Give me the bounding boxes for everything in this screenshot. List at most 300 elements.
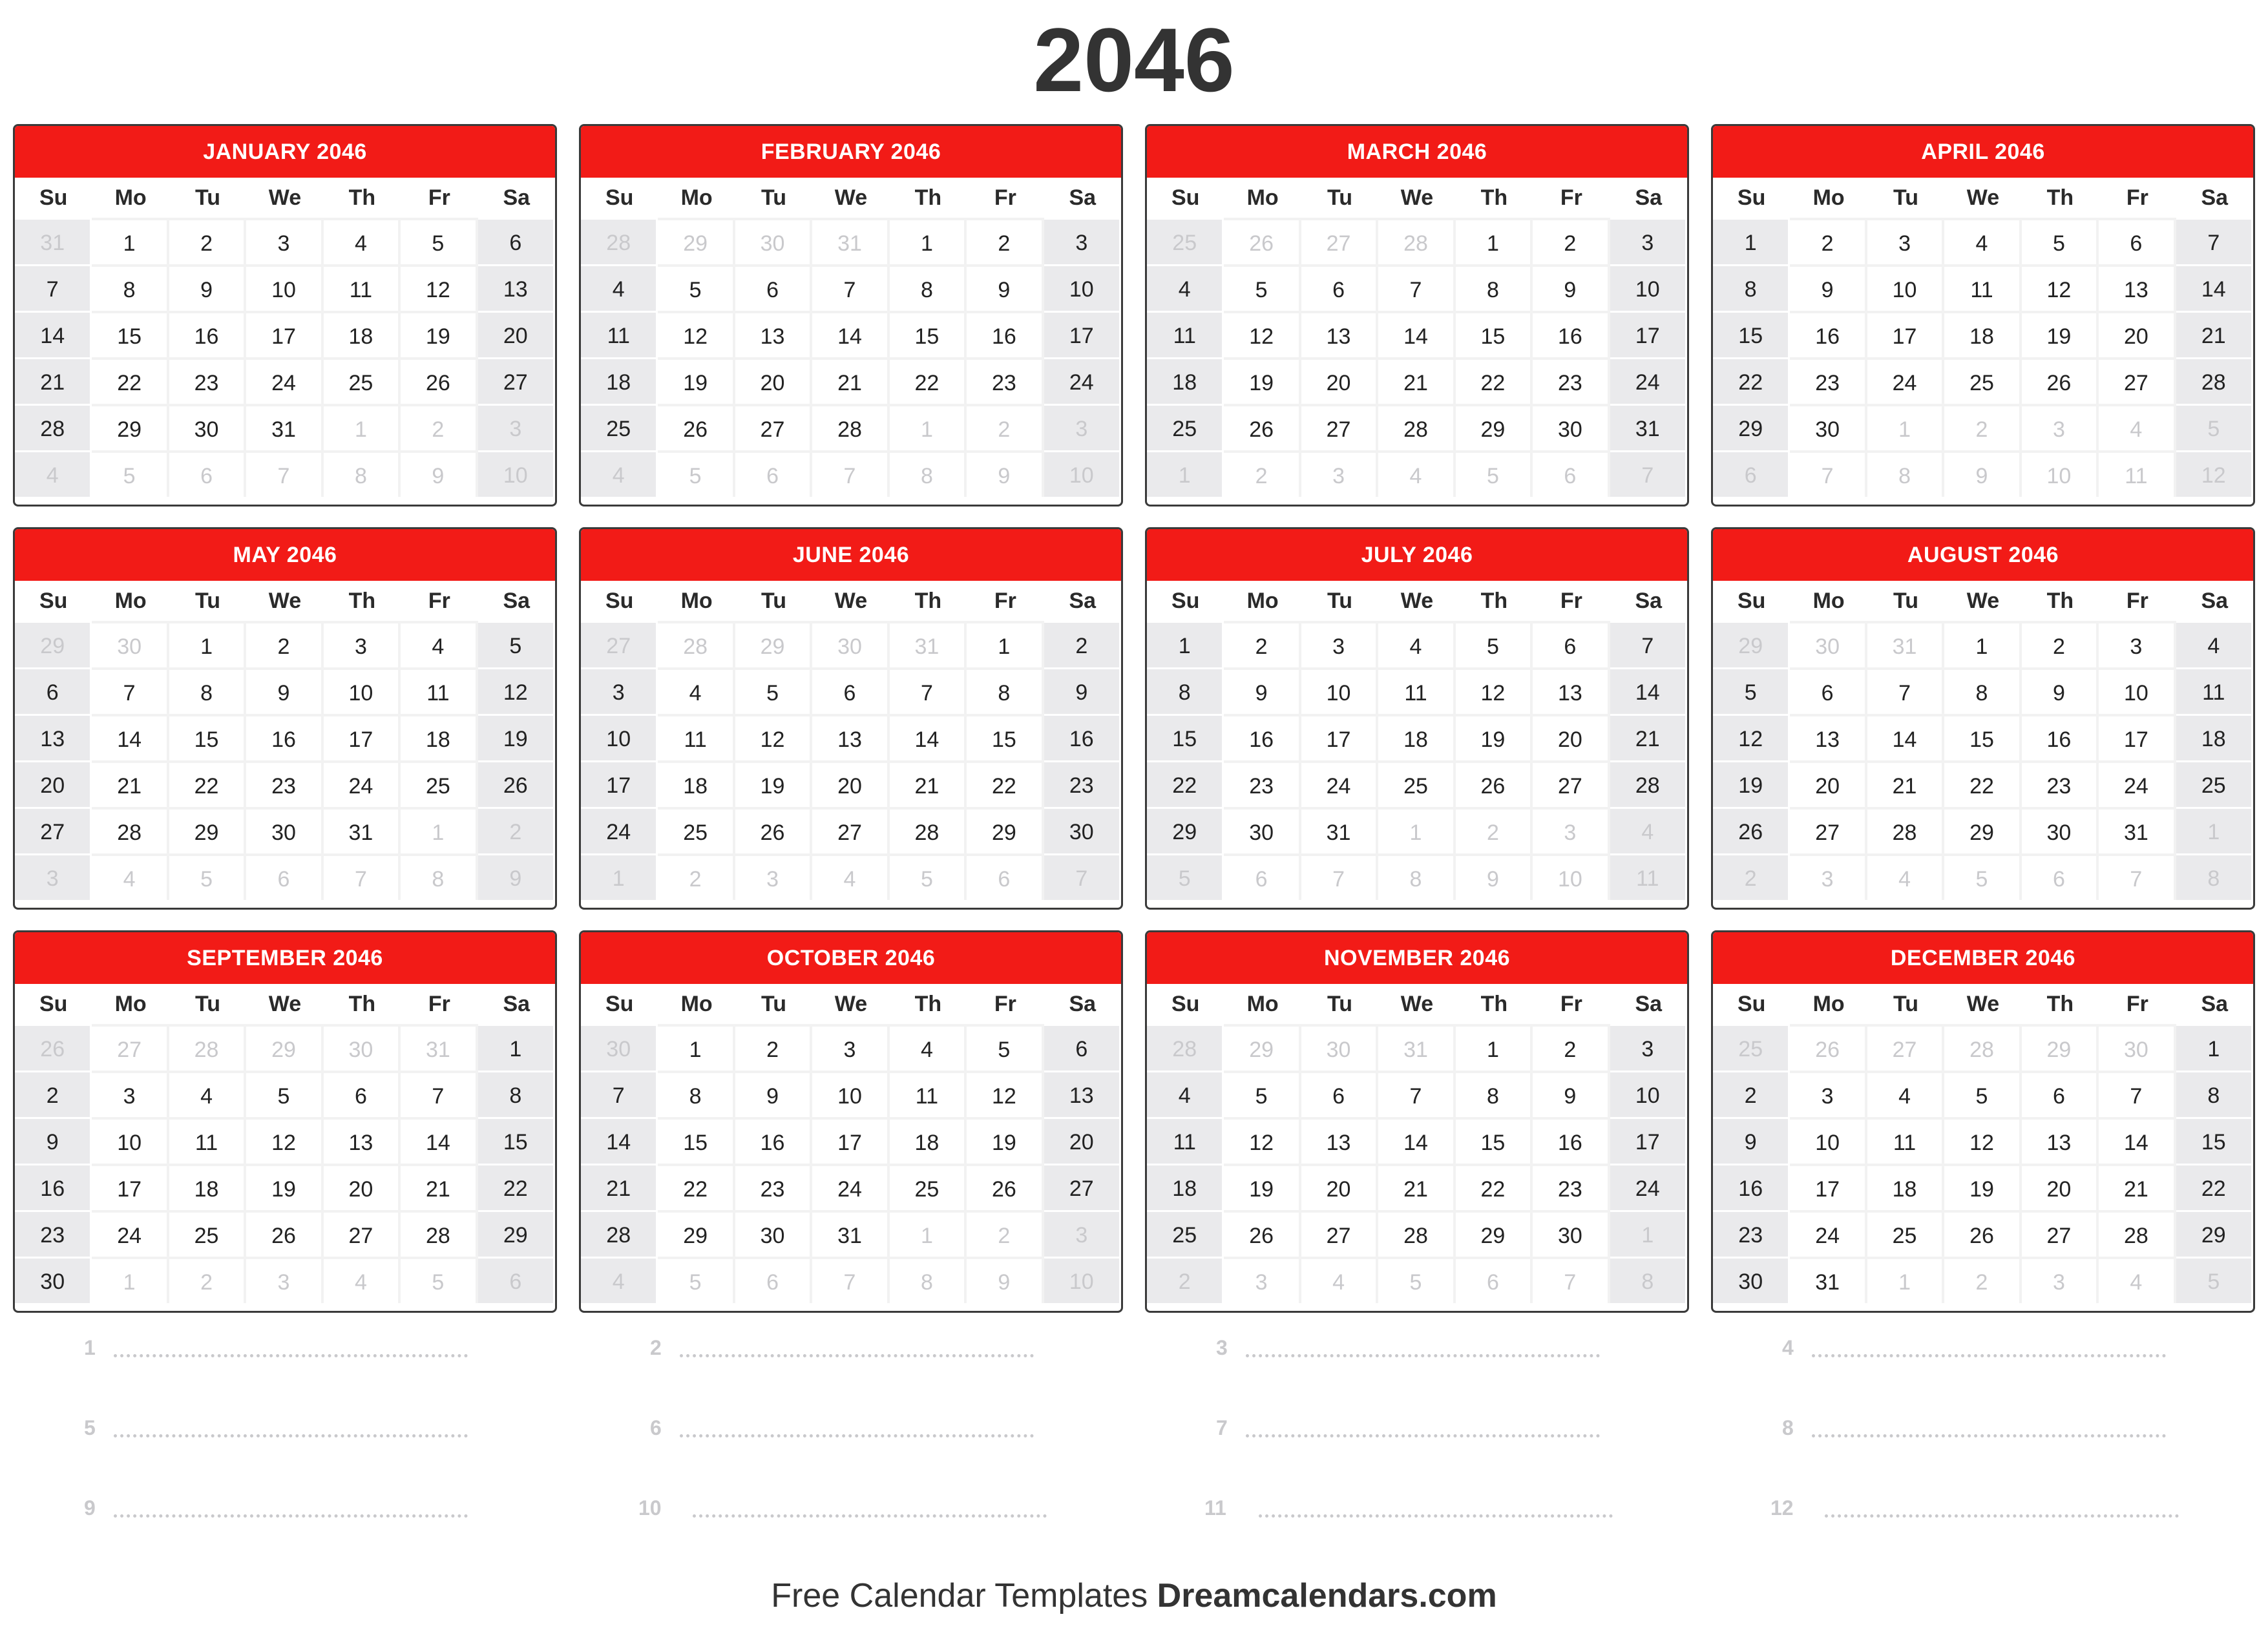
month-calendar [13,124,557,507]
day-cell: 4 [169,1071,246,1117]
day-cell: 4 [2176,621,2253,667]
weekday-label: We [268,589,302,613]
weekday-label: Tu [195,589,221,613]
day-cell-adjacent-month: 11 [2099,450,2176,497]
day-cell: 14 [2099,1117,2176,1164]
day-cell: 8 [1147,667,1224,714]
day-cell: 4 [1378,621,1455,667]
day-cell: 3 [1301,621,1378,667]
day-cell: 20 [2099,311,2176,357]
day-cell: 28 [581,1210,658,1257]
day-cell: 4 [324,218,401,264]
note-number: 11 [1204,1496,1226,1520]
dotted-writing-line[interactable] [1246,1434,1600,1437]
day-cell: 18 [1944,311,2021,357]
day-cell: 29 [92,404,169,450]
day-cell-adjacent-month: 6 [2022,853,2099,900]
weekday-header-row [581,178,1121,218]
day-cell-adjacent-month: 10 [1044,1257,1121,1303]
day-cell: 10 [2099,667,2176,714]
day-cell-adjacent-month: 3 [1301,450,1378,497]
day-cell: 12 [401,264,478,311]
day-cell: 29 [1456,404,1533,450]
day-cell: 20 [1790,760,1867,807]
weekday-label: Sa [1069,992,1097,1016]
day-cell: 21 [92,760,169,807]
day-cell: 3 [1610,1024,1687,1071]
dotted-writing-line[interactable] [1259,1514,1613,1518]
weekday-label: Mo [114,992,147,1016]
day-cell: 12 [967,1071,1044,1117]
day-cell: 16 [1224,714,1301,760]
day-cell-adjacent-month: 7 [246,450,323,497]
month-header: NOVEMBER 2046 [1147,932,1687,984]
day-cell: 12 [735,714,812,760]
day-cell: 27 [1301,1210,1378,1257]
day-cell-adjacent-month: 1 [1610,1210,1687,1257]
day-cell: 24 [1044,357,1121,404]
day-cell-adjacent-month: 30 [581,1024,658,1071]
day-cell: 13 [735,311,812,357]
day-cell: 26 [401,357,478,404]
day-cell: 7 [92,667,169,714]
day-cell: 11 [1867,1117,1944,1164]
day-cell: 4 [1944,218,2021,264]
day-cell: 15 [169,714,246,760]
day-cell-adjacent-month: 8 [2176,853,2253,900]
day-cell: 6 [1044,1024,1121,1071]
day-cell-adjacent-month: 6 [1456,1257,1533,1303]
day-cell: 29 [2176,1210,2253,1257]
day-cell: 25 [324,357,401,404]
weekday-label: Fr [428,992,450,1016]
day-cell: 14 [2176,264,2253,311]
day-cell-adjacent-month: 7 [1610,450,1687,497]
day-cell: 24 [1790,1210,1867,1257]
month-calendar [1711,124,2255,507]
weekday-label: Th [348,185,376,210]
day-cell: 5 [735,667,812,714]
day-cell: 19 [735,760,812,807]
day-cell: 24 [2099,760,2176,807]
day-cell-adjacent-month: 3 [1224,1257,1301,1303]
day-cell: 17 [1867,311,1944,357]
day-cell-adjacent-month: 30 [1790,621,1867,667]
day-cell: 19 [1713,760,1790,807]
day-cell-adjacent-month: 7 [324,853,401,900]
month-calendar [1145,527,1689,910]
day-cell-adjacent-month: 10 [1044,450,1121,497]
day-cell: 21 [1378,357,1455,404]
day-cell: 28 [2176,357,2253,404]
day-cell: 29 [478,1210,555,1257]
day-cell-adjacent-month: 7 [2099,853,2176,900]
day-cell: 5 [478,621,555,667]
weekday-label: We [834,185,868,210]
day-cell: 9 [15,1117,92,1164]
day-cell: 23 [169,357,246,404]
day-cell: 31 [1301,807,1378,853]
day-cell: 7 [15,264,92,311]
note-line-item [1145,1398,1689,1478]
day-cell: 17 [812,1117,889,1164]
month-calendar [579,124,1123,507]
day-cell: 20 [2022,1164,2099,1210]
weekday-label: Mo [1246,185,1279,210]
day-cell: 26 [2022,357,2099,404]
day-cell: 18 [1147,1164,1224,1210]
day-cell-adjacent-month: 8 [324,450,401,497]
day-cell: 31 [246,404,323,450]
weekday-label: Sa [503,992,530,1016]
day-cell: 25 [169,1210,246,1257]
weekday-label: Th [914,185,942,210]
day-cell-adjacent-month: 8 [1867,450,1944,497]
day-cell: 19 [1944,1164,2021,1210]
day-cell: 10 [92,1117,169,1164]
weekday-label: Th [1480,589,1508,613]
day-cell: 9 [967,264,1044,311]
day-cell: 27 [478,357,555,404]
day-cell-adjacent-month: 2 [401,404,478,450]
day-cell: 21 [581,1164,658,1210]
day-cell: 6 [1790,667,1867,714]
day-cell: 12 [246,1117,323,1164]
day-cell: 23 [1044,760,1121,807]
day-cell-adjacent-month: 27 [92,1024,169,1071]
day-cell-adjacent-month: 6 [1713,450,1790,497]
day-cell: 30 [1713,1257,1790,1303]
day-cell-adjacent-month: 1 [324,404,401,450]
day-cell: 23 [246,760,323,807]
weekday-label: Sa [1635,992,1663,1016]
day-cell: 14 [890,714,967,760]
day-cell: 6 [1533,621,1610,667]
day-cell: 15 [658,1117,735,1164]
day-cell-adjacent-month: 9 [1456,853,1533,900]
day-cell: 10 [246,264,323,311]
day-cell: 15 [1456,1117,1533,1164]
day-cell: 2 [1533,218,1610,264]
dotted-writing-line[interactable] [114,1354,468,1357]
day-cell: 27 [324,1210,401,1257]
day-cell-adjacent-month: 25 [1147,218,1224,264]
weekday-label: We [834,992,868,1016]
footer-prefix: Free Calendar Templates [771,1577,1157,1614]
day-cell: 22 [169,760,246,807]
day-cell-adjacent-month: 5 [1378,1257,1455,1303]
weekday-label: We [268,992,302,1016]
day-cell-adjacent-month: 2 [967,1210,1044,1257]
day-cell-adjacent-month: 1 [1378,807,1455,853]
day-cell: 4 [658,667,735,714]
weekday-label: Fr [1560,589,1582,613]
day-cell: 10 [1610,264,1687,311]
weekday-label: Sa [2201,589,2229,613]
day-cell: 26 [735,807,812,853]
day-cell-adjacent-month: 6 [967,853,1044,900]
day-cell: 8 [1456,1071,1533,1117]
day-cell: 7 [581,1071,658,1117]
day-cell: 23 [15,1210,92,1257]
day-cell: 27 [1790,807,1867,853]
weekday-label: Fr [2126,185,2148,210]
day-cell-adjacent-month: 28 [1378,218,1455,264]
day-cell: 20 [1044,1117,1121,1164]
days-grid [581,218,1121,497]
day-cell: 16 [1533,1117,1610,1164]
day-cell-adjacent-month: 2 [1944,404,2021,450]
day-cell-adjacent-month: 28 [169,1024,246,1071]
day-cell-adjacent-month: 10 [478,450,555,497]
day-cell-adjacent-month: 9 [967,450,1044,497]
footer-brand[interactable]: Dreamcalendars.com [1157,1577,1497,1614]
note-number: 3 [1216,1336,1228,1359]
day-cell: 2 [15,1071,92,1117]
day-cell: 6 [2022,1071,2099,1117]
day-cell: 3 [812,1024,889,1071]
weekday-label: Mo [680,992,713,1016]
day-cell: 8 [92,264,169,311]
day-cell: 7 [2099,1071,2176,1117]
day-cell: 2 [1533,1024,1610,1071]
dotted-writing-line[interactable] [680,1434,1034,1437]
day-cell: 1 [478,1024,555,1071]
day-cell: 11 [581,311,658,357]
day-cell: 3 [2099,621,2176,667]
note-line-item [1711,1398,2255,1478]
day-cell: 4 [890,1024,967,1071]
day-cell: 16 [967,311,1044,357]
weekday-label: Su [1737,992,1766,1016]
day-cell: 20 [324,1164,401,1210]
day-cell-adjacent-month: 8 [401,853,478,900]
day-cell-adjacent-month: 30 [1301,1024,1378,1071]
day-cell: 5 [1224,1071,1301,1117]
day-cell: 1 [967,621,1044,667]
day-cell: 15 [890,311,967,357]
day-cell: 8 [1713,264,1790,311]
day-cell-adjacent-month: 28 [581,218,658,264]
day-cell: 22 [1713,357,1790,404]
day-cell: 5 [401,218,478,264]
day-cell: 21 [15,357,92,404]
day-cell-adjacent-month: 9 [1944,450,2021,497]
day-cell-adjacent-month: 31 [812,218,889,264]
day-cell: 22 [478,1164,555,1210]
dotted-writing-line[interactable] [1825,1514,2179,1518]
note-line-item [579,1398,1123,1478]
day-cell-adjacent-month: 30 [735,218,812,264]
day-cell: 10 [1610,1071,1687,1117]
day-cell: 21 [890,760,967,807]
day-cell: 10 [324,667,401,714]
month-header: JUNE 2046 [581,529,1121,581]
day-cell-adjacent-month: 6 [735,1257,812,1303]
day-cell: 19 [401,311,478,357]
day-cell-adjacent-month: 5 [401,1257,478,1303]
day-cell-adjacent-month: 5 [1147,853,1224,900]
day-cell-adjacent-month: 3 [478,404,555,450]
day-cell: 17 [2099,714,2176,760]
weekday-label: Sa [1635,185,1663,210]
day-cell: 26 [967,1164,1044,1210]
day-cell-adjacent-month: 9 [478,853,555,900]
day-cell: 25 [890,1164,967,1210]
weekday-label: Fr [428,589,450,613]
day-cell: 18 [169,1164,246,1210]
day-cell: 18 [401,714,478,760]
day-cell: 21 [401,1164,478,1210]
day-cell: 11 [324,264,401,311]
weekday-label: Th [1480,185,1508,210]
day-cell-adjacent-month: 12 [2176,450,2253,497]
day-cell: 19 [1456,714,1533,760]
dotted-writing-line[interactable] [693,1514,1047,1518]
day-cell: 28 [1610,760,1687,807]
day-cell: 21 [2099,1164,2176,1210]
month-calendar [1145,124,1689,507]
day-cell: 11 [401,667,478,714]
weekday-label: Mo [114,589,147,613]
weekday-label: We [834,589,868,613]
day-cell-adjacent-month: 4 [581,1257,658,1303]
day-cell-adjacent-month: 2 [967,404,1044,450]
dotted-writing-line[interactable] [114,1434,468,1437]
day-cell-adjacent-month: 29 [246,1024,323,1071]
day-cell: 3 [92,1071,169,1117]
day-cell-adjacent-month: 7 [1790,450,1867,497]
weekday-label: Th [2046,992,2074,1016]
dotted-writing-line[interactable] [1246,1354,1600,1357]
day-cell-adjacent-month: 9 [967,1257,1044,1303]
day-cell: 22 [1944,760,2021,807]
day-cell: 13 [2099,264,2176,311]
day-cell: 16 [1533,311,1610,357]
days-grid [1713,1024,2253,1303]
dotted-writing-line[interactable] [680,1354,1034,1357]
day-cell: 9 [1533,264,1610,311]
day-cell: 9 [2022,667,2099,714]
day-cell: 12 [1456,667,1533,714]
day-cell: 5 [2022,218,2099,264]
day-cell: 7 [1867,667,1944,714]
day-cell: 10 [812,1071,889,1117]
day-cell: 24 [1610,357,1687,404]
day-cell: 13 [15,714,92,760]
day-cell-adjacent-month: 1 [2176,807,2253,853]
day-cell: 8 [967,667,1044,714]
day-cell-adjacent-month: 3 [15,853,92,900]
day-cell: 3 [1044,218,1121,264]
day-cell-adjacent-month: 5 [2176,404,2253,450]
day-cell-adjacent-month: 1 [1147,450,1224,497]
day-cell-adjacent-month: 5 [2176,1257,2253,1303]
month-header: AUGUST 2046 [1713,529,2253,581]
day-cell-adjacent-month: 2 [658,853,735,900]
day-cell-adjacent-month: 1 [581,853,658,900]
day-cell: 2 [1790,218,1867,264]
days-grid [15,218,555,497]
day-cell: 27 [2099,357,2176,404]
day-cell: 5 [1456,621,1533,667]
note-number: 2 [650,1336,662,1359]
month-header: OCTOBER 2046 [581,932,1121,984]
weekday-label: Mo [1812,589,1845,613]
day-cell: 8 [890,264,967,311]
day-cell: 31 [812,1210,889,1257]
day-cell: 21 [1378,1164,1455,1210]
note-number: 9 [84,1496,96,1520]
day-cell: 27 [2022,1210,2099,1257]
day-cell: 16 [1790,311,1867,357]
note-line-item [1711,1318,2255,1398]
dotted-writing-line[interactable] [114,1514,468,1518]
day-cell: 12 [658,311,735,357]
day-cell: 23 [967,357,1044,404]
weekday-label: We [1966,589,2000,613]
day-cell-adjacent-month: 7 [812,450,889,497]
weekday-label: Fr [1560,185,1582,210]
day-cell: 14 [92,714,169,760]
day-cell: 24 [812,1164,889,1210]
day-cell: 18 [324,311,401,357]
day-cell: 22 [890,357,967,404]
day-cell: 7 [401,1071,478,1117]
day-cell: 12 [1224,311,1301,357]
day-cell-adjacent-month: 2 [1944,1257,2021,1303]
day-cell: 21 [812,357,889,404]
day-cell: 11 [169,1117,246,1164]
dotted-writing-line[interactable] [1812,1354,2166,1357]
day-cell: 10 [1301,667,1378,714]
weekday-label: Th [2046,589,2074,613]
note-line-item [13,1318,557,1398]
month-calendar [1711,930,2255,1313]
day-cell: 9 [1790,264,1867,311]
weekday-label: Mo [1246,992,1279,1016]
day-cell: 28 [2099,1210,2176,1257]
day-cell: 7 [1610,621,1687,667]
weekday-label: We [1400,589,1434,613]
note-number: 5 [84,1416,96,1439]
note-line-item [13,1478,557,1558]
day-cell-adjacent-month: 31 [1867,621,1944,667]
day-cell-adjacent-month: 11 [1610,853,1687,900]
day-cell-adjacent-month: 28 [1147,1024,1224,1071]
day-cell-adjacent-month: 2 [1713,853,1790,900]
note-line-item [1711,1478,2255,1558]
dotted-writing-line[interactable] [1812,1434,2166,1437]
day-cell-adjacent-month: 3 [246,1257,323,1303]
day-cell: 26 [1224,1210,1301,1257]
day-cell: 9 [1224,667,1301,714]
day-cell-adjacent-month: 29 [1713,621,1790,667]
month-calendar [1711,527,2255,910]
day-cell: 6 [2099,218,2176,264]
weekday-header-row [15,581,555,621]
day-cell: 16 [735,1117,812,1164]
day-cell: 1 [1456,1024,1533,1071]
day-cell-adjacent-month: 8 [890,1257,967,1303]
day-cell-adjacent-month: 1 [890,404,967,450]
month-header: DECEMBER 2046 [1713,932,2253,984]
day-cell: 22 [967,760,1044,807]
day-cell: 19 [246,1164,323,1210]
day-cell: 27 [735,404,812,450]
weekday-label: Mo [680,185,713,210]
day-cell: 14 [812,311,889,357]
